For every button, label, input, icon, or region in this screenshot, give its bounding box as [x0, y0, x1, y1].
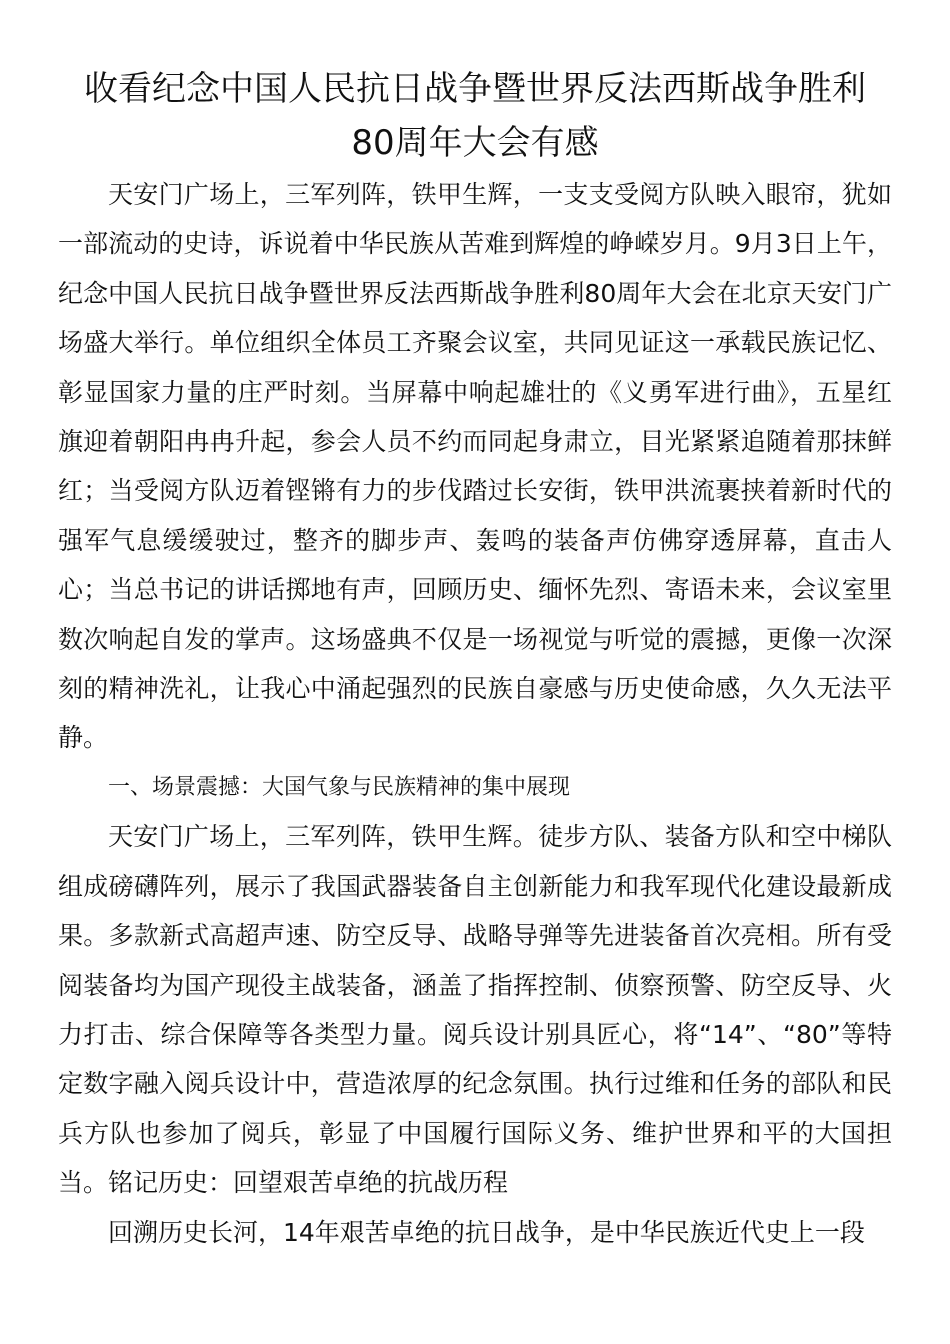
paragraph-intro: 天安门广场上，三军列阵，铁甲生辉，一支支受阅方队映入眼帘，犹如一部流动的史诗，诉说着中华民族从苦难到辉煌的峥嵘岁月。9月3日上午，纪念中国人民抗日战争暨世界反法西斯战争胜利80周年大会在北京天安门广场盛大举行。单位组织全体员工齐聚会议室，共同见证这一承载民族记忆、彰显国家力量的庄严时刻。当屏幕中响起雄壮的《义勇军进行曲》，五星红旗迎着朝阳冉冉升起，参会人员不约而同起身肃立，目光紧紧追随着那抹鲜红；当受阅方队迈着铿锵有力的步伐踏过长安街，铁甲洪流裹挟着新时代的强军气息缓缓驶过，整齐的脚步声、轰鸣的装备声仿佛穿透屏幕，直击人心；当总书记的讲话掷地有声，回顾历史、缅怀先烈、寄语未来，会议室里数次响起自发的掌声。这场盛典不仅是一场视觉与听觉的震撼，更像一次深刻的精神洗礼，让我心中涌起强烈的民族自豪感与历史使命感，久久无法平静。	[58, 180, 892, 753]
document-page	[58, 62, 892, 1257]
paragraph-scene: 天安门广场上，三军列阵，铁甲生辉。徒步方队、装备方队和空中梯队组成磅礴阵列，展示了我国武器装备自主创新能力和我军现代化建设最新成果。多款新式高超声速、防空反导、战略导弹等先进装备首次亮相。所有受阅装备均为国产现役主战装备，涵盖了指挥控制、侦察预警、防空反导、火力打击、综合保障等各类型力量。阅兵设计别具匠心，将“14”、“80”等特定数字融入阅兵设计中，营造浓厚的纪念氛围。执行过维和任务的部队和民兵方队也参加了阅兵，彰显了中国履行国际义务、维护世界和平的大国担当。铭记历史：回望艰苦卓绝的抗战历程	[58, 822, 892, 1198]
title-line-2: 80周年大会有感	[351, 123, 599, 163]
title-line-1: 收看纪念中国人民抗日战争暨世界反法西斯战争胜利	[84, 69, 866, 109]
document-title	[58, 62, 892, 170]
section-heading-1: 一、场景震撼：大国气象与民族精神的集中展现	[108, 774, 571, 800]
paragraph-history: 回溯历史长河，14年艰苦卓绝的抗日战争，是中华民族近代史上一段	[108, 1217, 865, 1247]
